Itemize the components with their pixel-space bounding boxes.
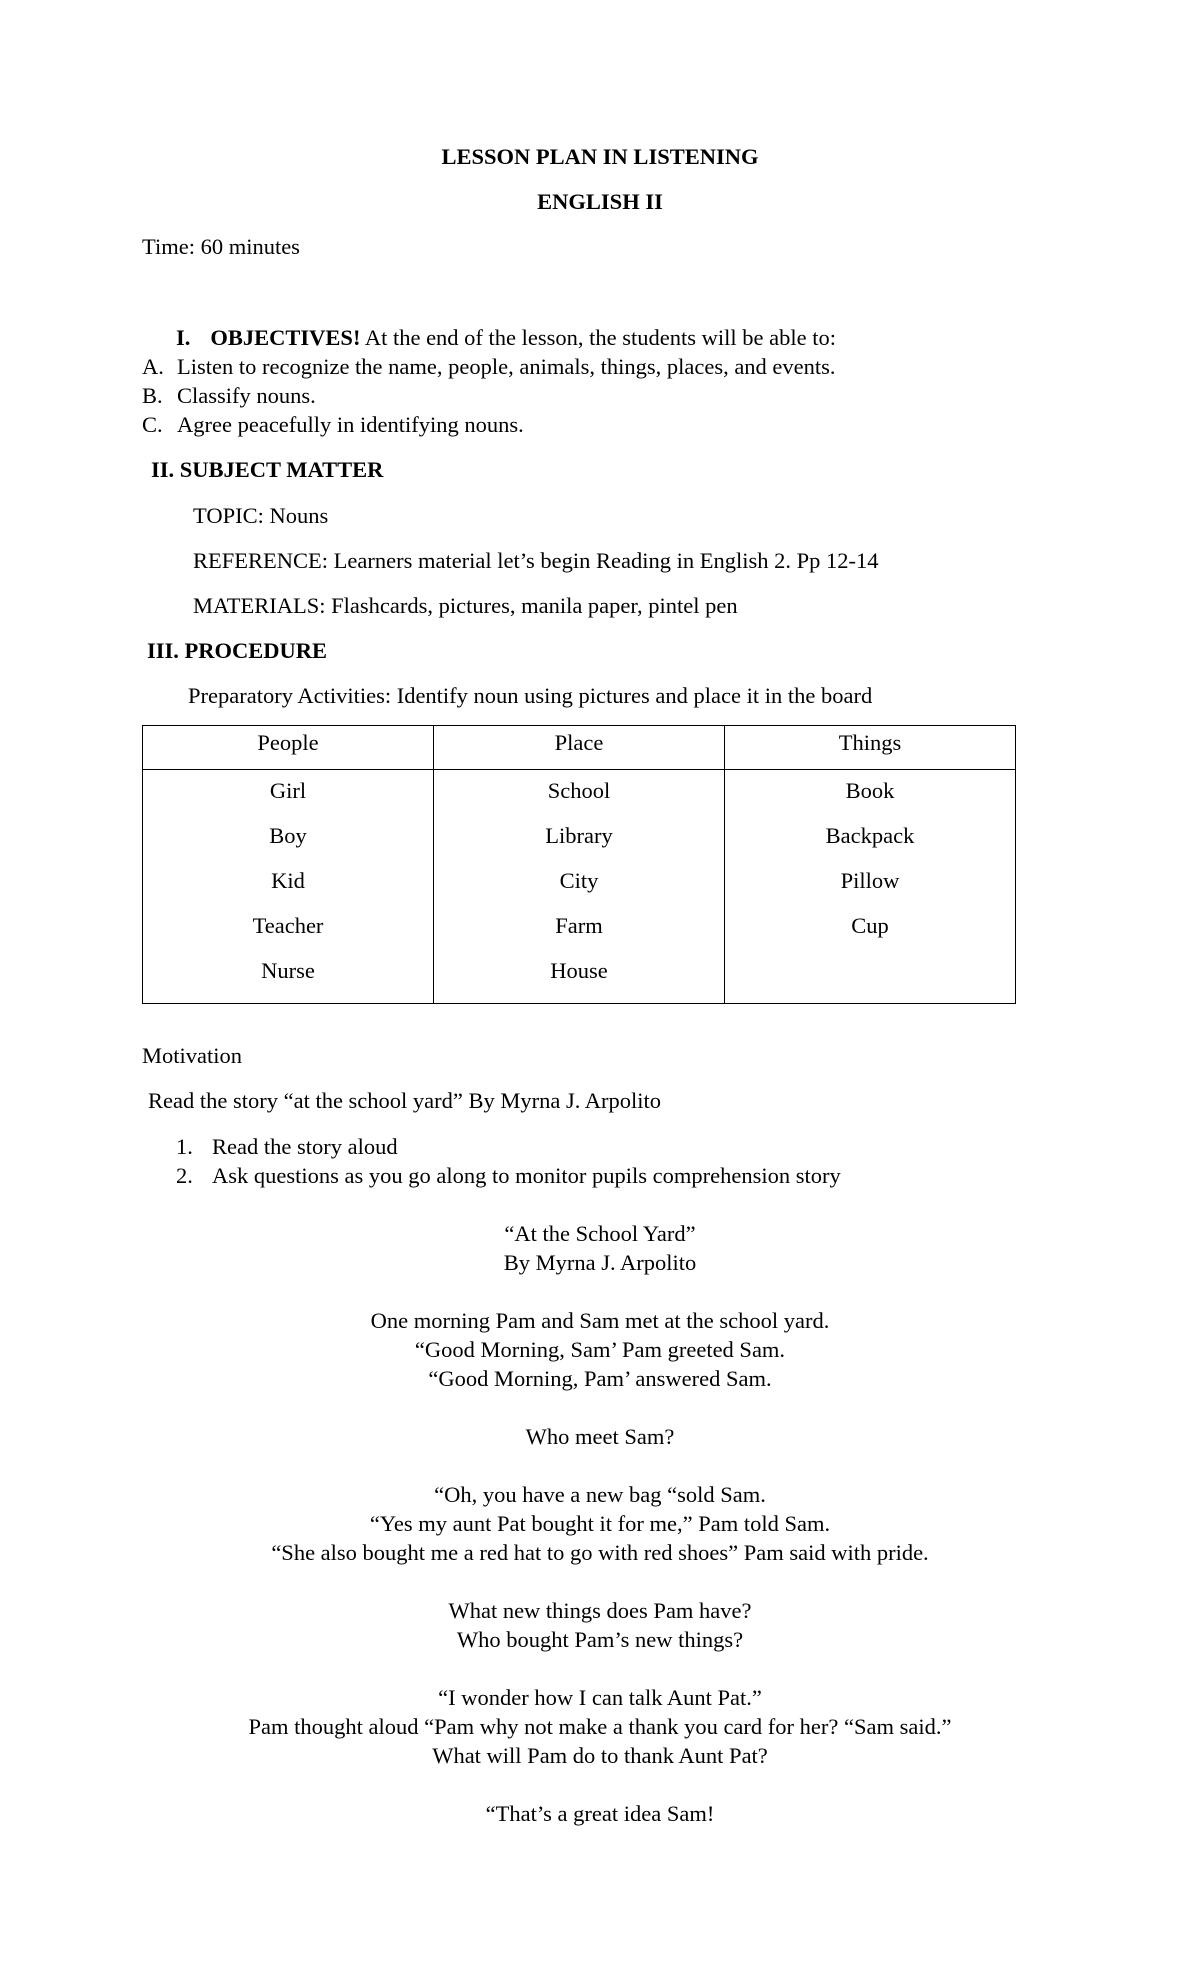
story-line: “Good Morning, Pam’ answered Sam.	[428, 1366, 772, 1391]
column-header-things: Things	[725, 726, 1016, 770]
step-text: Ask questions as you go along to monitor pupils comprehension story	[212, 1163, 841, 1188]
reference-line: REFERENCE: Learners material let’s begin Reading in English 2. Pp 12-14	[193, 548, 879, 573]
objectives-line	[176, 324, 836, 351]
people-cell	[143, 770, 434, 1004]
materials-line: MATERIALS: Flashcards, pictures, manila paper, pintel pen	[193, 593, 738, 618]
story-line: One morning Pam and Sam met at the school yard.	[370, 1308, 830, 1333]
objectives-heading: OBJECTIVES!	[210, 325, 361, 350]
place-cell	[434, 770, 725, 1004]
objective-text: Classify nouns.	[177, 383, 316, 408]
table-cell-item: Pillow	[840, 868, 900, 893]
story-line: “Yes my aunt Pat bought it for me,” Pam told Sam.	[369, 1511, 831, 1536]
step-number: 1.	[176, 1134, 193, 1159]
column-header-place: Place	[434, 726, 725, 770]
document-subtitle: ENGLISH II	[537, 189, 663, 214]
table-cell-item: Backpack	[825, 823, 915, 848]
preparatory-activities: Preparatory Activities: Identify noun using pictures and place it in the board	[188, 683, 873, 708]
story-line: “She also bought me a red hat to go with red shoes” Pam said with pride.	[271, 1540, 929, 1565]
document-title: LESSON PLAN IN LISTENING	[441, 144, 759, 169]
motivation-intro: Read the story “at the school yard” By Myrna J. Arpolito	[148, 1088, 662, 1113]
motivation-step	[176, 1162, 841, 1189]
step-number: 2.	[176, 1163, 193, 1188]
table-cell-item: Nurse	[261, 958, 315, 983]
objective-item	[142, 382, 316, 409]
table-cell-item: Cup	[851, 913, 889, 938]
procedure-heading: III. PROCEDURE	[147, 638, 328, 663]
table-cell-item: Teacher	[252, 913, 324, 938]
objective-item	[142, 411, 524, 438]
story-line: Pam thought aloud “Pam why not make a thank you card for her? “Sam said.”	[248, 1714, 952, 1739]
time-allotment: Time: 60 minutes	[142, 234, 300, 259]
objective-text: Agree peacefully in identifying nouns.	[177, 412, 524, 437]
table-cell-item: City	[559, 868, 599, 893]
table-row	[143, 770, 1016, 1004]
motivation-heading: Motivation	[142, 1043, 242, 1068]
objective-text: Listen to recognize the name, people, animals, things, places, and events.	[177, 354, 836, 379]
objectives-number: I.	[176, 325, 191, 350]
noun-classification-table	[142, 725, 1016, 1004]
objectives-intro: At the end of the lesson, the students will be able to:	[364, 325, 836, 350]
table-header-row	[143, 726, 1016, 770]
table-cell-item: Library	[545, 823, 613, 848]
table-cell-item: Kid	[271, 868, 305, 893]
story-line: “I wonder how I can talk Aunt Pat.”	[438, 1685, 762, 1710]
objective-item	[142, 353, 836, 380]
story-question: Who bought Pam’s new things?	[456, 1627, 744, 1652]
story-author: By Myrna J. Arpolito	[503, 1250, 697, 1275]
story-line: “Oh, you have a new bag “sold Sam.	[434, 1482, 766, 1507]
story-line: “That’s a great idea Sam!	[485, 1801, 715, 1826]
objective-letter: A.	[142, 354, 164, 379]
story-question: What new things does Pam have?	[448, 1598, 752, 1623]
objective-letter: C.	[142, 412, 163, 437]
topic-line: TOPIC: Nouns	[193, 503, 329, 528]
story-line: “Good Morning, Sam’ Pam greeted Sam.	[414, 1337, 786, 1362]
table-cell-item: Book	[845, 778, 895, 803]
things-cell	[725, 770, 1016, 1004]
table-cell-item: Farm	[555, 913, 603, 938]
table-cell-item: School	[547, 778, 611, 803]
story-question: Who meet Sam?	[525, 1424, 675, 1449]
subject-matter-heading: II. SUBJECT MATTER	[151, 457, 384, 482]
table-cell-item: Girl	[269, 778, 307, 803]
table-cell-item: Boy	[269, 823, 307, 848]
motivation-step	[176, 1133, 398, 1160]
story-question: What will Pam do to thank Aunt Pat?	[432, 1743, 768, 1768]
table-cell-item: House	[550, 958, 608, 983]
column-header-people: People	[143, 726, 434, 770]
story-title: “At the School Yard”	[504, 1221, 696, 1246]
step-text: Read the story aloud	[212, 1134, 398, 1159]
objective-letter: B.	[142, 383, 163, 408]
